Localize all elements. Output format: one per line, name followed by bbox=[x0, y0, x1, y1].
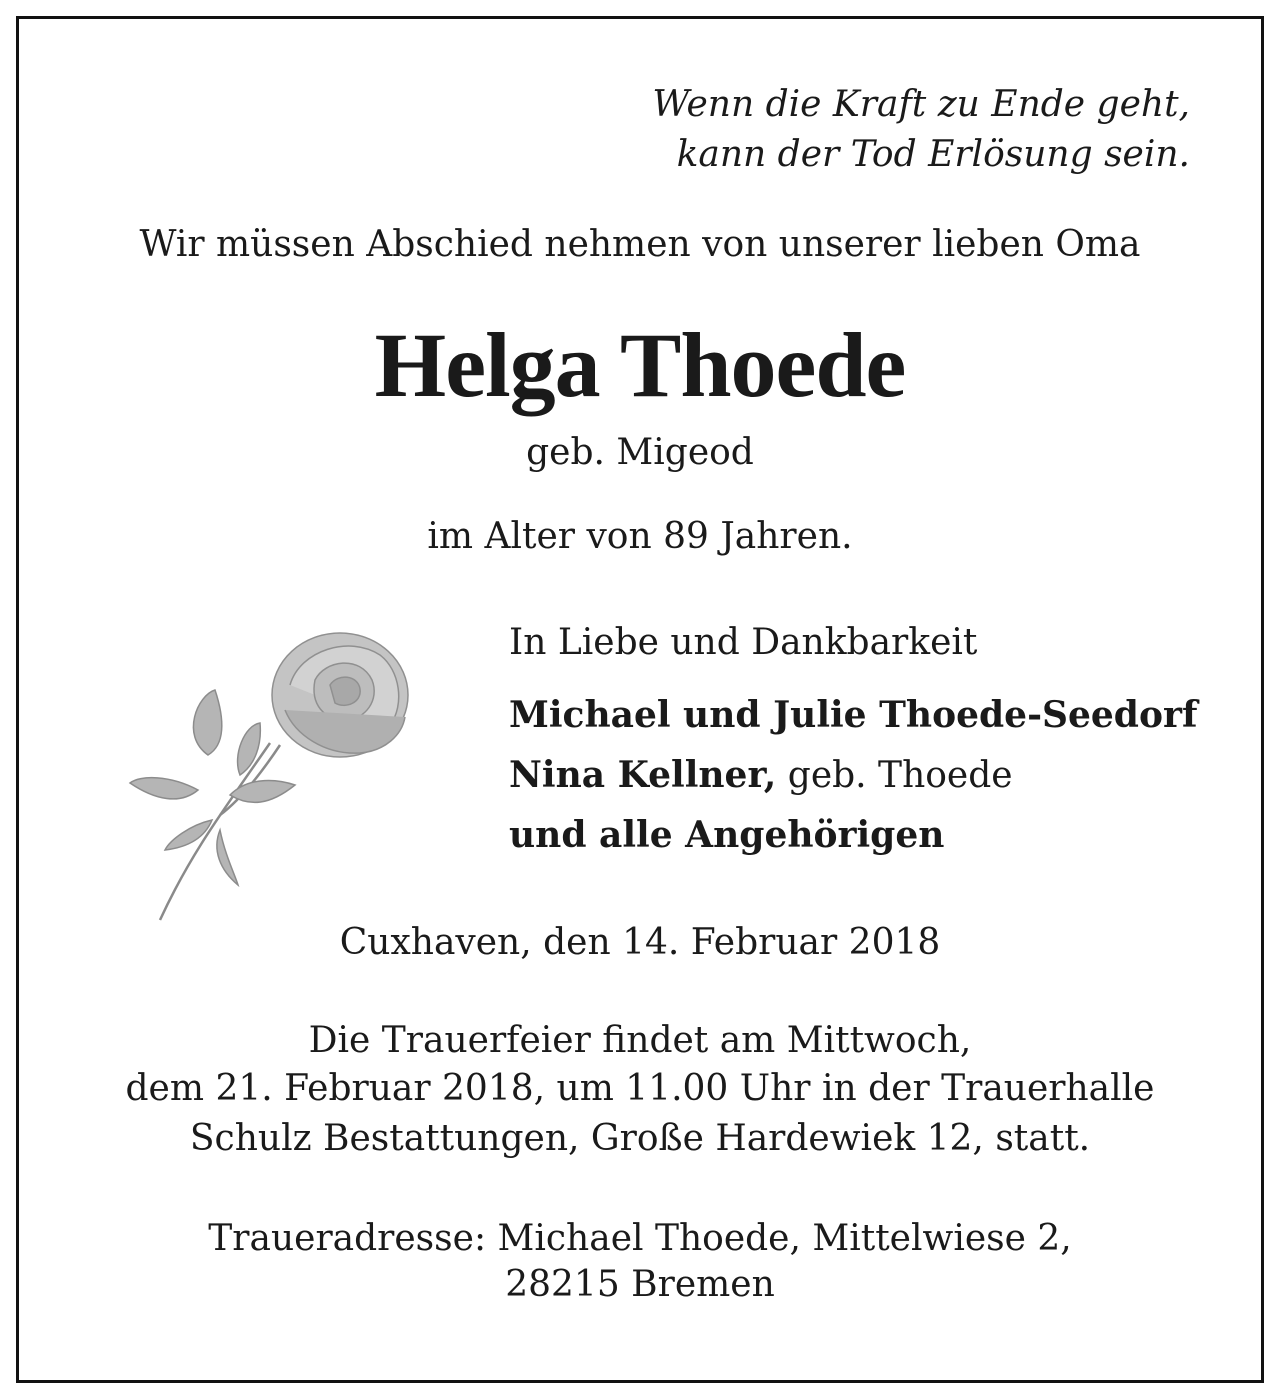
quote-line-1: Wenn die Kraft zu Ende geht, bbox=[652, 84, 1190, 125]
address-line-2: 28215 Bremen bbox=[505, 1264, 775, 1305]
quote-line-2: kann der Tod Erlösung sein. bbox=[676, 134, 1190, 175]
ceremony-line-2: dem 21. Februar 2018, um 11.00 Uhr in der Trauerhalle bbox=[125, 1068, 1155, 1109]
rose-icon bbox=[120, 625, 420, 925]
address-line-1: Traueradresse: Michael Thoede, Mittelwiese 2, bbox=[208, 1218, 1072, 1259]
quote bbox=[540, 80, 1190, 180]
mourner-line-3: und alle Angehörigen bbox=[509, 814, 945, 856]
place-date: Cuxhaven, den 14. Februar 2018 bbox=[339, 922, 941, 963]
deceased-name: Helga Thoede bbox=[374, 314, 906, 416]
ceremony-line-3: Schulz Bestattungen, Große Hardewiek 12, statt. bbox=[189, 1118, 1091, 1159]
age-line: im Alter von 89 Jahren. bbox=[427, 516, 853, 557]
mourner-line-2 bbox=[509, 754, 1013, 796]
mourner-line-1: Michael und Julie Thoede-Seedorf bbox=[509, 694, 1198, 736]
mourners-heading: In Liebe und Dankbarkeit bbox=[509, 622, 978, 663]
ceremony-line-1: Die Trauerfeier findet am Mittwoch, bbox=[308, 1020, 972, 1061]
mourner-line-2-name: Nina Kellner, bbox=[509, 754, 777, 796]
birth-name: geb. Migeod bbox=[526, 432, 754, 473]
intro-text: Wir müssen Abschied nehmen von unserer lieben Oma bbox=[139, 224, 1141, 265]
mourner-line-2-rest: geb. Thoede bbox=[776, 755, 1013, 796]
